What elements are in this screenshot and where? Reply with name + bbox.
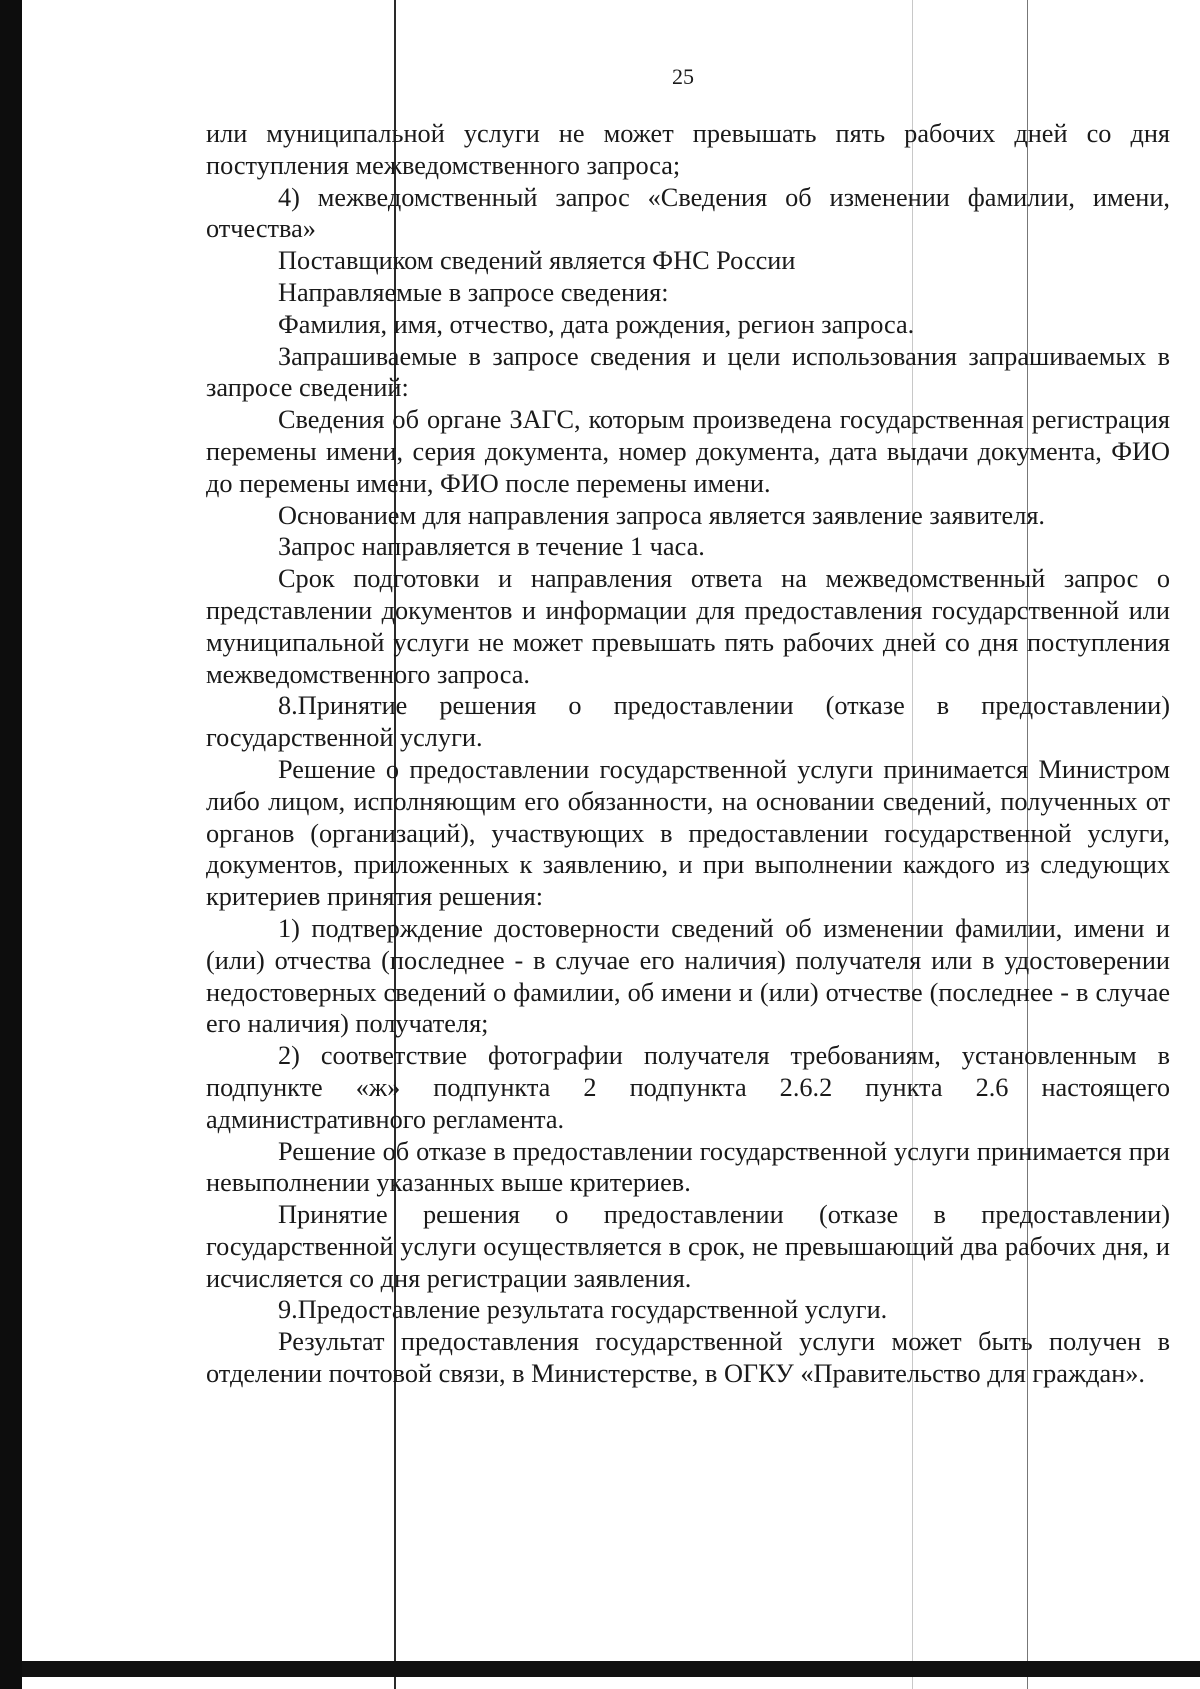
scan-left-edge: [0, 0, 22, 1689]
paragraph: Принятие решения о предоставлении (отказе в предоставлении) государственной услуги осуществляется в срок, не превышающий два рабочих дня, и исчисляется со дня регистрации заявления.: [206, 1200, 1170, 1293]
paragraph: 9.Предоставление результата государственной услуги.: [278, 1295, 888, 1325]
page-number: 25: [672, 64, 694, 89]
paragraph: Фамилия, имя, отчество, дата рождения, регион запроса.: [278, 309, 915, 339]
scan-bottom-edge: [22, 1661, 1200, 1677]
paragraph: 4) межведомственный запрос «Сведения об изменении фамилии, имени, отчества»: [206, 182, 1170, 244]
paragraph: Запрос направляется в течение 1 часа.: [278, 532, 705, 562]
document-body: [206, 118, 1170, 1390]
paragraph: 2) соответствие фотографии получателя требованиям, установленным в подпункте «ж» подпункта 2 подпункта 2.6.2 пункта 2.6 настоящего административного регламента.: [206, 1041, 1170, 1134]
paragraph: Поставщиком сведений является ФНС России: [278, 246, 796, 276]
paragraph: Срок подготовки и направления ответа на межведомственный запрос о представлении документов и информации для предоставления государственной или муниципальной услуги не может превышать пять рабочих дней со дня поступления межведомственного запроса.: [206, 564, 1170, 689]
paragraph: Решение об отказе в предоставлении государственной услуги принимается при невыполнении указанных выше критериев.: [206, 1136, 1170, 1198]
paragraph: 8.Принятие решения о предоставлении (отказе в предоставлении) государственной услуги.: [206, 691, 1170, 753]
paragraph: Основанием для направления запроса является заявление заявителя.: [278, 500, 1046, 530]
paragraph: Сведения об органе ЗАГС, которым произведена государственная регистрация перемены имени, серия документа, номер документа, дата выдачи документа, ФИО до перемены имени, ФИО после перемены имени.: [206, 405, 1170, 498]
paragraph: или муниципальной услуги не может превышать пять рабочих дней со дня поступления межведомственного запроса;: [206, 119, 1170, 180]
paragraph: Запрашиваемые в запросе сведения и цели использования запрашиваемых в запросе сведений:: [206, 341, 1170, 403]
paragraph: 1) подтверждение достоверности сведений об изменении фамилии, имени и (или) отчества (последнее - в случае его наличия) получателя или в удостоверении недостоверных сведений о фамилии, об имени и (или) отчестве (последнее - в случае его наличия) получателя;: [206, 913, 1170, 1039]
paragraph: Результат предоставления государственной услуги может быть получен в отделении почтовой связи, в Министерстве, в ОГКУ «Правительство для граждан».: [206, 1327, 1170, 1389]
paragraph: Решение о предоставлении государственной услуги принимается Министром либо лицом, исполняющим его обязанности, на основании сведений, полученных от органов (организаций), участвующих в предоставлении государственной услуги, документов, приложенных к заявлению, и при выполнении каждого из следующих критериев принятия решения:: [206, 754, 1170, 912]
paragraph: Направляемые в запросе сведения:: [278, 277, 669, 307]
